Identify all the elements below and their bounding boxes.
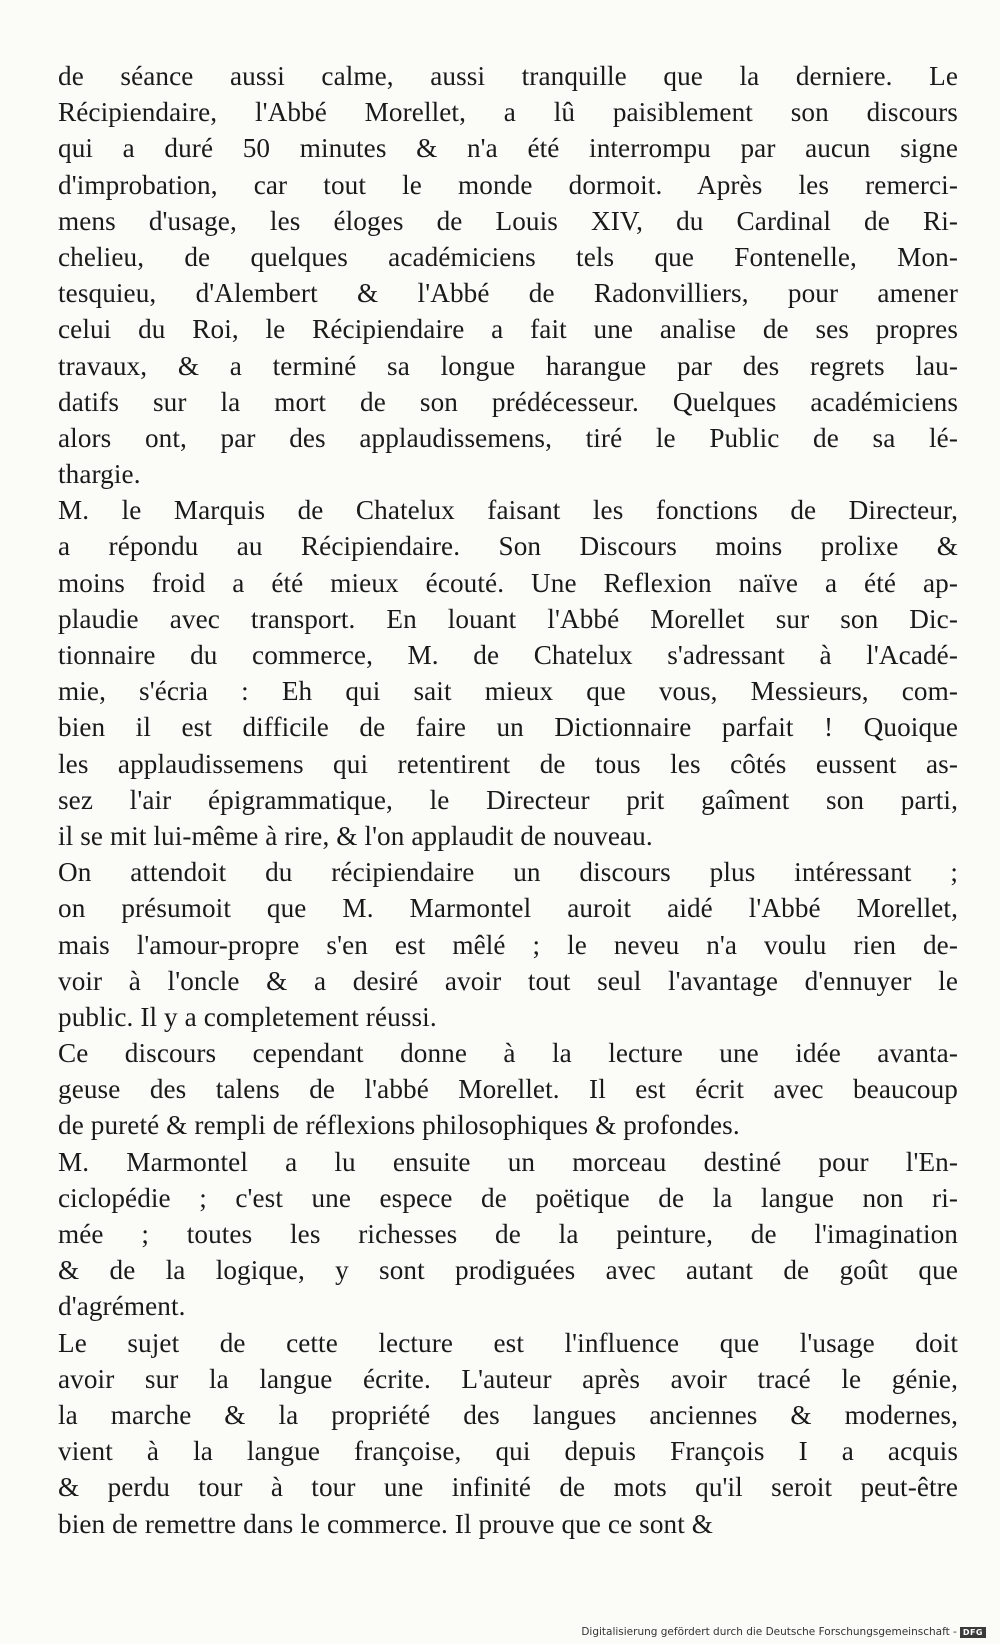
text-line: datifs sur la mort de son prédécesseur. Quelques académiciens	[58, 386, 958, 417]
funding-note: Digitalisierung gefördert durch die Deutsche Forschungsgemeinschaft -	[581, 1626, 957, 1638]
text-line: geuse des talens de l'abbé Morellet. Il est écrit avec beaucoup	[58, 1074, 958, 1105]
text-line: Ce discours cependant donne à la lecture une idée avanta-	[58, 1038, 958, 1069]
text-line: tionnaire du commerce, M. de Chatelux s'adressant à l'Acadé-	[58, 640, 958, 670]
text-line: mée ; toutes les richesses de la peinture, de l'imagination	[58, 1219, 958, 1249]
text-line: bien il est difficile de faire un Dictionnaire parfait ! Quoique	[58, 712, 958, 743]
text-line: moins froid a été mieux écouté. Une Reflexion naïve a été ap-	[58, 567, 958, 598]
text-line: celui du Roi, le Récipiendaire a fait une analise de ses propres	[58, 314, 958, 345]
text-line: qui a duré 50 minutes & n'a été interrompu par aucun signe	[58, 133, 958, 164]
text-line: avoir sur la langue écrite. L'auteur après avoir tracé le génie,	[58, 1363, 958, 1394]
text-line: les applaudissemens qui retentirent de tous les côtés eussent as-	[58, 748, 958, 779]
dfg-logo: DFG	[960, 1627, 986, 1638]
text-line: on présumoit que M. Marmontel auroit aidé l'Abbé Morellet,	[58, 893, 958, 924]
digitization-credit	[581, 1626, 986, 1638]
text-line: chelieu, de quelques académiciens tels que Fontenelle, Mon-	[58, 241, 958, 272]
text-line: thargie.	[58, 459, 141, 490]
text-line: alors ont, par des applaudissemens, tiré le Public de sa lé-	[58, 422, 958, 453]
text-line: mens d'usage, les éloges de Louis XIV, du Cardinal de Ri-	[58, 205, 958, 236]
text-line: bien de remettre dans le commerce. Il prouve que ce sont &	[58, 1508, 714, 1539]
text-line: ciclopédie ; c'est une espece de poëtique de la langue non ri-	[58, 1182, 958, 1213]
text-line: Le sujet de cette lecture est l'influence que l'usage doit	[58, 1327, 958, 1358]
text-line: d'agrément.	[58, 1291, 186, 1322]
text-line: Récipiendaire, l'Abbé Morellet, a lû paisiblement son discours	[58, 97, 958, 128]
text-line: On attendoit du récipiendaire un discours plus intéressant ;	[58, 857, 958, 888]
text-line: & perdu tour à tour une infinité de mots qu'il seroit peut-être	[58, 1472, 958, 1503]
body-text	[58, 58, 958, 1542]
text-line: tesquieu, d'Alembert & l'Abbé de Radonvilliers, pour amener	[58, 278, 958, 309]
text-line: voir à l'oncle & a desiré avoir tout seul l'avantage d'ennuyer le	[58, 965, 958, 996]
text-line: M. Marmontel a lu ensuite un morceau destiné pour l'En-	[58, 1146, 958, 1177]
text-line: il se mit lui-même à rire, & l'on applaudit de nouveau.	[58, 820, 653, 851]
text-line: mie, s'écria : Eh qui sait mieux que vous, Messieurs, com-	[58, 676, 958, 707]
text-line: M. le Marquis de Chatelux faisant les fonctions de Directeur,	[58, 495, 958, 526]
text-line: de pureté & rempli de réflexions philosophiques & profondes.	[58, 1110, 740, 1141]
text-line: & de la logique, y sont prodiguées avec autant de goût que	[58, 1255, 958, 1286]
text-line: sez l'air épigrammatique, le Directeur prit gaîment son parti,	[58, 784, 958, 815]
text-line: travaux, & a terminé sa longue harangue par des regrets lau-	[58, 350, 958, 381]
text-line: de séance aussi calme, aussi tranquille que la derniere. Le	[58, 61, 958, 91]
text-line: a répondu au Récipiendaire. Son Discours moins prolixe &	[58, 531, 958, 562]
text-line: d'improbation, car tout le monde dormoit. Après les remerci-	[58, 169, 958, 200]
text-line: plaudie avec transport. En louant l'Abbé Morellet sur son Dic-	[58, 603, 958, 634]
text-line: public. Il y a completement réussi.	[58, 1001, 437, 1032]
text-line: vient à la langue françoise, qui depuis François I a acquis	[58, 1436, 958, 1467]
text-line: la marche & la propriété des langues anciennes & modernes,	[58, 1399, 958, 1430]
text-line: mais l'amour-propre s'en est mêlé ; le neveu n'a voulu rien de-	[58, 929, 958, 960]
